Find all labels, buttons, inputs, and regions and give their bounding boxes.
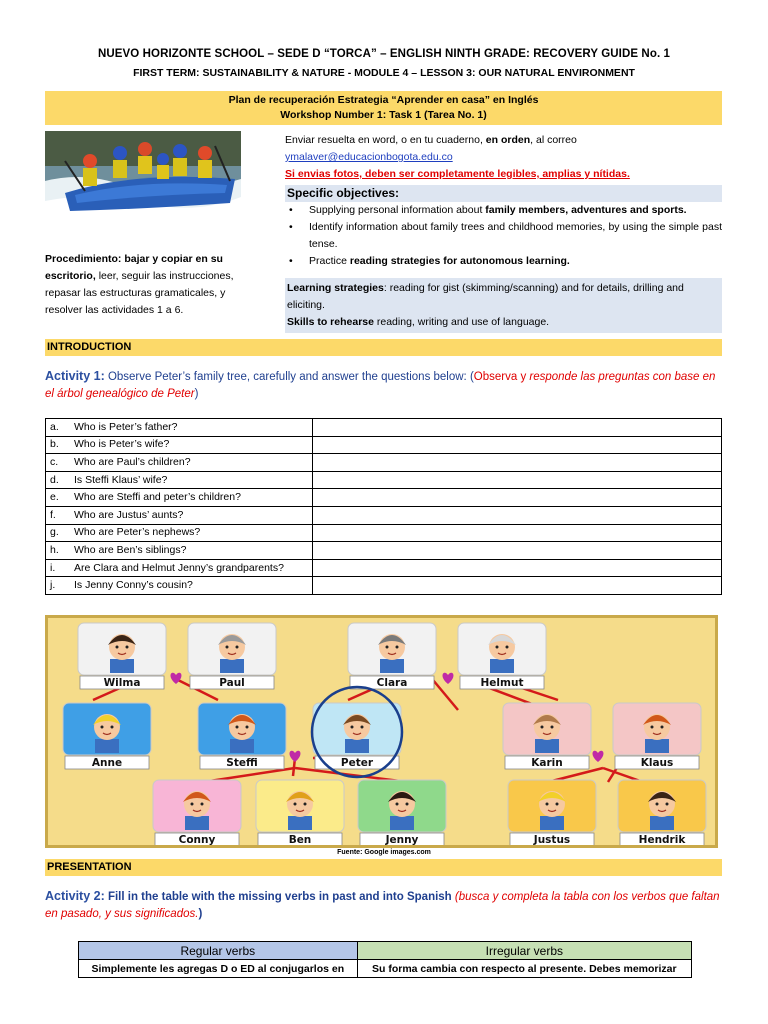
table-row — [46, 559, 722, 577]
question-letter: j. — [50, 579, 56, 592]
family-member-klaus — [613, 703, 701, 769]
objectives-list — [285, 202, 722, 270]
answer-cell[interactable] — [313, 454, 722, 472]
family-member-helmut — [458, 623, 546, 689]
family-member-clara — [348, 623, 436, 689]
irregular-verbs-note: Su forma cambia con respecto al presente. Debes memorizar — [357, 960, 691, 978]
member-name: Karin — [531, 757, 563, 769]
table-row — [46, 436, 722, 454]
question-letter: b. — [50, 438, 59, 451]
answer-cell[interactable] — [313, 489, 722, 507]
objective-item — [309, 202, 722, 219]
strategies-box — [285, 278, 722, 333]
send-text: Enviar resuelta en word, o en tu cuaderno, — [285, 134, 486, 146]
question-letter: e. — [50, 491, 59, 504]
question-text: Who are Steffi and peter’s children? — [74, 491, 241, 504]
questions-table — [45, 418, 722, 595]
member-name: Klaus — [640, 757, 674, 769]
skills — [287, 314, 720, 331]
objective-item — [309, 253, 722, 270]
objective-text: Identify information about family trees and childhood memories, by using the simple past tense. — [309, 221, 722, 250]
irregular-verbs-header: Irregular verbs — [357, 942, 691, 960]
member-name: Paul — [219, 677, 245, 689]
table-row — [46, 454, 722, 472]
answer-cell[interactable] — [313, 436, 722, 454]
instructions-column — [285, 132, 722, 333]
table-row — [46, 489, 722, 507]
question-text: Who are Paul’s children? — [74, 455, 191, 468]
question-cell — [46, 436, 313, 454]
table-row — [46, 524, 722, 542]
procedure-body: leer, seguir las instrucciones, repasar las estructuras gramaticales, y resolver las actividades 1 a 6. — [45, 270, 234, 316]
answer-cell[interactable] — [313, 542, 722, 560]
introduction-band: INTRODUCTION — [45, 339, 722, 356]
question-letter: h. — [50, 543, 59, 556]
question-text: Who are Justus’ aunts? — [74, 508, 184, 521]
activity1-text: Observe Peter’s family tree, carefully and answer the questions below: ( — [104, 371, 474, 383]
question-cell — [46, 419, 313, 437]
member-name: Ben — [288, 834, 312, 845]
member-name: Conny — [178, 834, 216, 845]
question-cell — [46, 506, 313, 524]
question-cell — [46, 454, 313, 472]
skills-label: Skills to rehearse — [287, 316, 374, 328]
table-row — [46, 419, 722, 437]
question-cell — [46, 542, 313, 560]
family-member-ben — [256, 780, 344, 845]
family-member-jenny — [358, 780, 446, 845]
question-cell — [46, 471, 313, 489]
member-name: Clara — [376, 677, 408, 689]
table-row — [46, 471, 722, 489]
send-instructions — [285, 132, 722, 149]
activity2-close: ) — [198, 908, 203, 920]
question-letter: f. — [50, 508, 56, 521]
regular-verbs-header: Regular verbs — [79, 942, 358, 960]
plan-line-1: Plan de recuperación Estrategia “Aprender en casa” en Inglés — [228, 94, 539, 106]
family-member-hendrik — [618, 780, 706, 845]
procedure-text — [45, 251, 265, 319]
family-member-justus — [508, 780, 596, 845]
answer-cell[interactable] — [313, 577, 722, 595]
activity2-text: Fill in the table with the missing verbs in past and into Spanish — [104, 891, 455, 903]
image-source: Fuente: Google images.com — [337, 849, 431, 856]
family-member-peter — [313, 703, 401, 769]
member-name: Peter — [340, 757, 374, 769]
learning-text: : reading for gist (skimming/scanning) and for details, drilling and eliciting. — [287, 282, 684, 311]
family-member-steffi — [198, 703, 286, 769]
objective-bold: reading strategies for autonomous learning. — [349, 255, 570, 267]
verbs-table — [78, 941, 692, 978]
question-cell — [46, 524, 313, 542]
answer-cell[interactable] — [313, 419, 722, 437]
family-tree — [45, 615, 718, 848]
question-letter: d. — [50, 473, 59, 486]
table-row — [46, 506, 722, 524]
question-letter: i. — [50, 561, 56, 574]
member-name: Jenny — [385, 834, 419, 845]
member-name: Hendrik — [638, 834, 686, 845]
procedure-label: Procedimiento: bajar y copiar en su escritorio, — [45, 253, 223, 282]
family-member-wilma — [78, 623, 166, 689]
member-name: Helmut — [480, 677, 524, 689]
plan-banner — [45, 91, 722, 125]
activity2-instructions — [45, 888, 722, 923]
activity1-spanish-b: responde las preguntas con base en el árbol genealógico de Peter — [45, 371, 716, 400]
heart-icon — [443, 673, 454, 684]
answer-cell[interactable] — [313, 559, 722, 577]
activity2-label: Activity 2: — [45, 889, 105, 903]
heart-icon — [290, 751, 301, 762]
activity1-label: Activity 1: — [45, 369, 105, 383]
regular-verbs-note: Simplemente les agregas D o ED al conjugarlos en — [79, 960, 358, 978]
photos-warning: Si envias fotos, deben ser completamente legibles, amplias y nítidas. — [285, 168, 630, 180]
member-name: Wilma — [103, 677, 141, 689]
objective-text: Practice — [309, 255, 350, 267]
family-member-conny — [153, 780, 241, 845]
question-text: Who are Peter’s nephews? — [74, 526, 201, 539]
send-order: en orden — [485, 134, 531, 146]
question-text: Is Steffi Klaus’ wife? — [74, 473, 168, 486]
presentation-band: PRESENTATION — [45, 859, 722, 876]
table-row — [46, 577, 722, 595]
question-text: Is Jenny Conny’s cousin? — [74, 579, 193, 592]
document-title: NUEVO HORIZONTE SCHOOL – SEDE D “TORCA” – ENGLISH NINTH GRADE: RECOVERY GUIDE No. 1 — [97, 48, 671, 60]
plan-line-2: Workshop Number 1: Task 1 (Tarea No. 1) — [280, 109, 487, 121]
activity1-close: ) — [194, 388, 199, 400]
heart-icon — [593, 751, 604, 762]
activity1-instructions — [45, 368, 722, 403]
answer-cell[interactable] — [313, 506, 722, 524]
question-letter: a. — [50, 420, 59, 433]
member-name: Steffi — [226, 757, 258, 769]
send-text-end: , al correo — [530, 134, 577, 146]
family-member-karin — [503, 703, 591, 769]
activity2-spanish: (busca y completa la tabla con los verbos que faltan en pasado, y sus significados. — [45, 891, 720, 920]
question-cell — [46, 577, 313, 595]
objective-item — [309, 219, 722, 253]
question-text: Who are Ben’s siblings? — [74, 543, 187, 556]
question-text: Who is Peter’s wife? — [74, 438, 170, 451]
table-row — [46, 542, 722, 560]
question-letter: g. — [50, 526, 59, 539]
objectives-heading: Specific objectives: — [285, 185, 722, 202]
learning-label: Learning strategies — [287, 282, 384, 294]
objective-text: Supplying personal information about — [309, 204, 486, 216]
activity1-spanish-a: Observa y — [473, 371, 530, 383]
question-cell — [46, 559, 313, 577]
email-link[interactable]: ymalaver@educacionbogota.edu.co — [285, 151, 453, 163]
learning-strategies — [287, 280, 720, 314]
question-text: Who is Peter’s father? — [74, 420, 178, 433]
member-name: Anne — [91, 757, 123, 769]
document-subtitle: FIRST TERM: SUSTAINABILITY & NATURE - MODULE 4 – LESSON 3: OUR NATURAL ENVIRONMENT — [133, 67, 635, 79]
question-letter: c. — [50, 455, 59, 468]
question-text: Are Clara and Helmut Jenny’s grandparents? — [74, 561, 284, 574]
question-cell — [46, 489, 313, 507]
skills-text: reading, writing and use of language. — [373, 316, 550, 328]
answer-cell[interactable] — [313, 471, 722, 489]
member-name: Justus — [533, 834, 571, 845]
family-member-anne — [63, 703, 151, 769]
family-member-paul — [188, 623, 276, 689]
objective-bold: family members, adventures and sports. — [485, 204, 687, 216]
answer-cell[interactable] — [313, 524, 722, 542]
rafting-photo — [45, 131, 241, 222]
